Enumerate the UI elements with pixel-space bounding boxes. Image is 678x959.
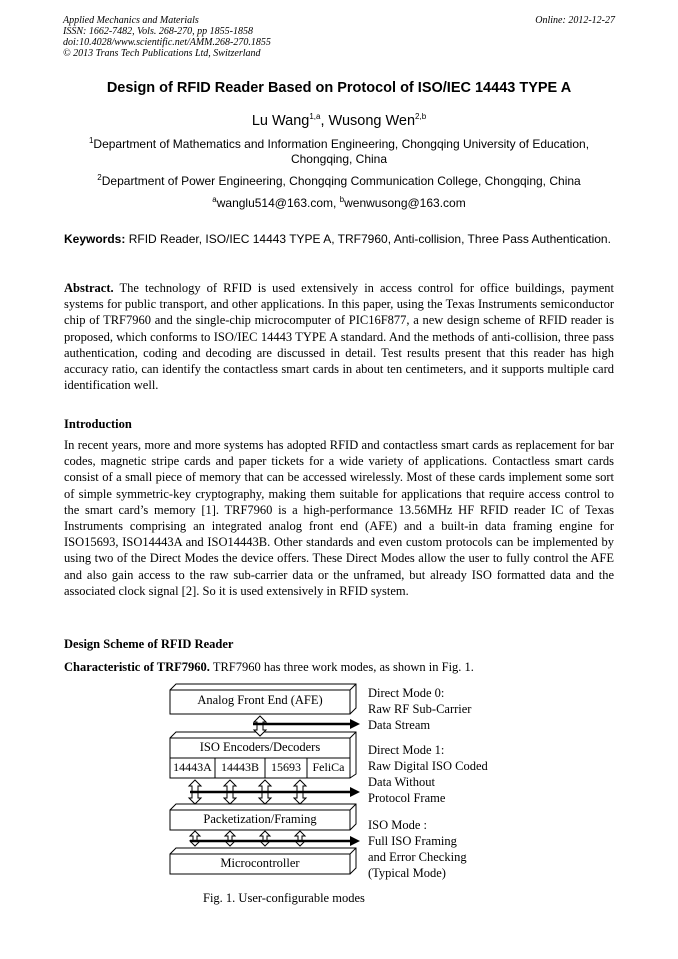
author-line (0, 113, 678, 129)
mode1-line: Raw Digital ISO Coded (368, 759, 488, 773)
mode0-arrow-head (350, 719, 360, 729)
iso-label: ISO Encoders/Decoders (199, 740, 321, 754)
mode0-description (368, 685, 471, 733)
abstract (64, 280, 614, 393)
journal-header (63, 15, 271, 59)
iso-cell-14443b: 14443B (220, 760, 259, 774)
affiliation-1 (70, 137, 608, 167)
arrow-packet-mcu-2 (225, 831, 235, 846)
arrow-packet-mcu-3 (260, 831, 270, 846)
online-date: Online: 2012-12-27 (535, 15, 615, 26)
arrow-packet-mcu-4 (295, 831, 305, 846)
keywords-text: RFID Reader, ISO/IEC 14443 TYPE A, TRF7960, Anti-collision, Three Pass Authentication. (125, 232, 611, 246)
copyright: © 2013 Trans Tech Publications Ltd, Switzerland (63, 48, 261, 59)
keywords-label: Keywords: (64, 232, 126, 246)
mode0-line: Raw RF Sub-Carrier (368, 702, 472, 716)
author-1: Lu Wang (251, 113, 310, 129)
mode1-description (368, 742, 488, 806)
design-paragraph (64, 659, 614, 675)
author-separator: , (320, 113, 329, 129)
introduction-heading: Introduction (64, 417, 132, 431)
iso-cell-15693: 15693 (271, 760, 301, 774)
journal-name: Applied Mechanics and Materials (63, 15, 199, 26)
mode2-line: Full ISO Framing (368, 834, 457, 848)
email-line (0, 196, 678, 210)
affiliation-2-text: Department of Power Engineering, Chongqing Communication College, Chongqing, China (101, 174, 581, 188)
author-2-affil: 2,b (415, 112, 427, 122)
abstract-label: Abstract. (64, 281, 114, 295)
affiliation-2 (40, 174, 638, 189)
abstract-text: The technology of RFID is used extensively in access control for office buildings, payment systems for public transport, and other applications. In this paper, using the Texas Instruments semiconductor chip of TRF7960 and the single-chip microcomputer of PIC16F877, a new design scheme of RFID reader is proposed, which conforms to ISO/IEC 14443 TYPE A standard. And the methods of anti-collision, three pass authentication, coding and decoding are discussed in detail. Test results present that this reader has high accuracy ratio, can identify the contactless smart cards in about ten centimeters, and it supports multiple card identification well. (64, 281, 614, 393)
introduction-text: In recent years, more and more systems has adopted RFID and contactless smart cards as replacement for bar codes, magnetic stripe cards and paper tickets for a wide variety of applications. Contactless smart cards consist of a small piece of memory that can be accessed wirelessly. Most of these cards implement some sort of simple symmetric-key cryptography, making them suitable for applications that require access control to the smart card’s memory [1]. TRF7960 is a high-performance 13.56MHz HF RFID reader IC of Texas Instruments comprising an integrated analog front end (AFE) and a built-in data framing engine for ISO15693, ISO14443A and ISO14443B. Other standards and even custom protocols can be implemented by using two of the Direct Modes the device offers. These Direct Modes allow the user to fully control the AFE and also gain access to the raw sub-carrier data or the unframed, but already ISO formatted data and the associated clock signal [2]. So it is used extensively in RFID system. (64, 438, 614, 598)
arrow-packet-mcu-1 (190, 831, 200, 846)
mcu-label: Microcontroller (220, 856, 300, 870)
email-1: wanglu514@163.com, (216, 196, 340, 210)
mode0-line: Data Stream (368, 718, 431, 732)
afe-label: Analog Front End (AFE) (197, 693, 323, 707)
author-1-affil: 1,a (309, 112, 321, 122)
mode1-line: Protocol Frame (368, 791, 446, 805)
affiliation-1-text: Department of Mathematics and Information Engineering, Chongqing University of Education, Chongqing, China (93, 137, 590, 166)
iso-cell-felica: FeliCa (312, 760, 345, 774)
mode2-description (368, 817, 467, 881)
mode1-arrow-head (350, 787, 360, 797)
doi: doi:10.4028/www.scientific.net/AMM.268-270.1855 (63, 37, 271, 48)
mode1-line: Data Without (368, 775, 435, 789)
mode0-line: Direct Mode 0: (368, 686, 445, 700)
arrow-afe-iso (254, 716, 266, 736)
packet-label: Packetization/Framing (203, 812, 317, 826)
email-2-mark: b (339, 195, 345, 204)
affiliation-1-mark: 1 (88, 136, 94, 145)
design-subtext: TRF7960 has three work modes, as shown in Fig. 1. (209, 660, 474, 674)
issn: ISSN: 1662-7482, Vols. 268-270, pp 1855-1858 (63, 26, 253, 37)
mode1-line: Direct Mode 1: (368, 743, 445, 757)
iso-cell-14443a: 14443A (173, 760, 212, 774)
email-2: wenwusong@163.com (344, 196, 466, 210)
affiliation-2-mark: 2 (97, 173, 102, 182)
figure-1-caption: Fig. 1. User-configurable modes (203, 891, 365, 905)
figure-1 (165, 680, 515, 880)
mode2-arrow-head (350, 836, 360, 846)
paper-title: Design of RFID Reader Based on Protocol of ISO/IEC 14443 TYPE A (106, 80, 572, 96)
email-1-mark: a (212, 195, 217, 204)
mode2-line: ISO Mode : (368, 818, 428, 832)
mode2-line: (Typical Mode) (368, 866, 446, 880)
mode2-line: and Error Checking (368, 850, 467, 864)
design-subheading: Characteristic of TRF7960. (64, 660, 210, 674)
author-2: Wusong Wen (328, 113, 416, 129)
design-heading: Design Scheme of RFID Reader (64, 637, 234, 651)
keywords (64, 232, 614, 248)
